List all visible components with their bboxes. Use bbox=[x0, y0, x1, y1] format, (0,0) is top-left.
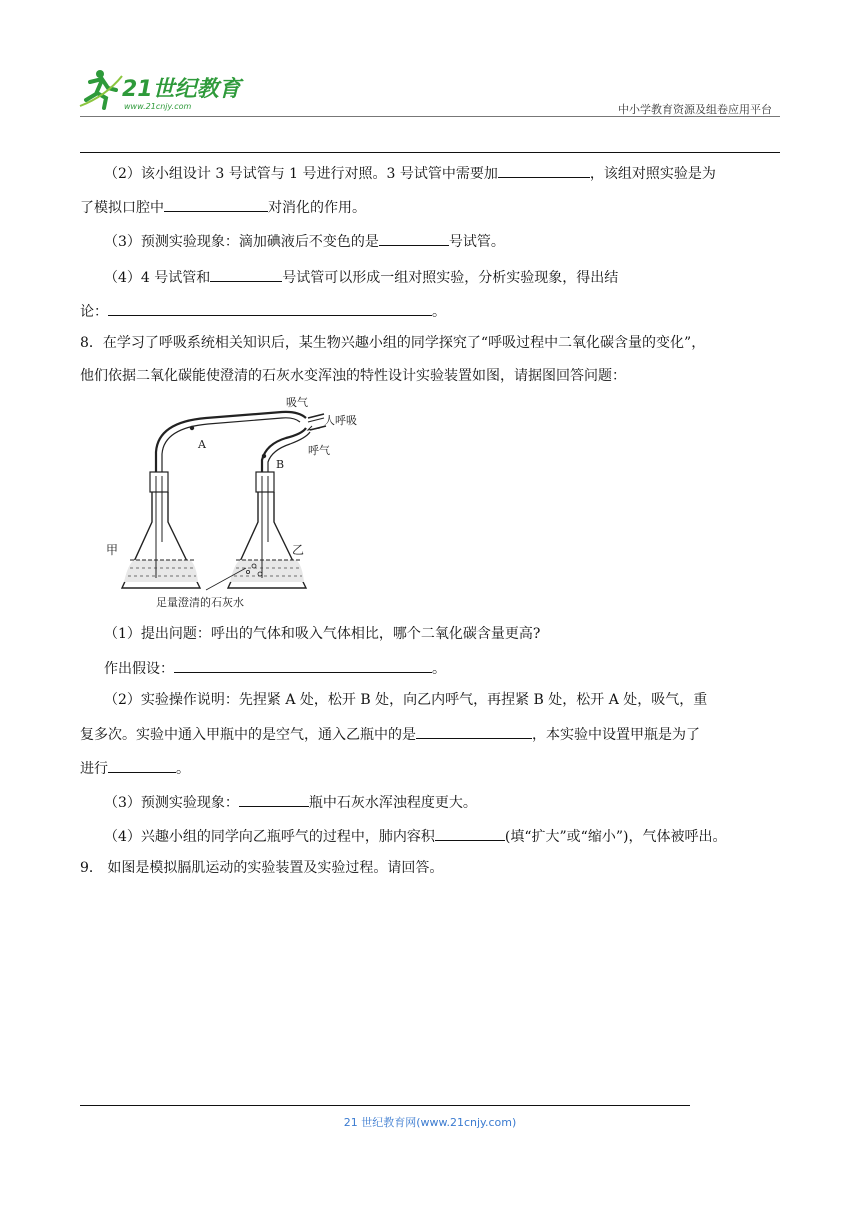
q8-part1-hypothesis: 作出假设： 。 bbox=[104, 657, 446, 679]
flask-right bbox=[228, 472, 306, 588]
q9-stem: 9． 如图是模拟膈肌运动的实验装置及实验过程。请回答。 bbox=[80, 860, 444, 876]
label-inhale: 吸气 bbox=[286, 396, 308, 409]
answer-blank[interactable] bbox=[239, 791, 309, 807]
label-flask-yi: 乙 bbox=[292, 543, 305, 557]
respiration-apparatus-diagram bbox=[96, 392, 396, 612]
flask-left bbox=[122, 472, 200, 588]
label-flask-jia: 甲 bbox=[106, 543, 119, 557]
header-platform-text: 中小学教育资源及组卷应用平台 bbox=[618, 103, 772, 116]
footer-divider bbox=[80, 1105, 690, 1106]
label-clamp-b: B bbox=[276, 458, 285, 471]
q7-part2-line2: 了模拟口腔中 对消化的作用。 bbox=[80, 196, 366, 218]
label-person-breathing: 人呼吸 bbox=[324, 414, 357, 427]
q8-part3-line: （3）预测实验现象： 瓶中石灰水浑浊程度更大。 bbox=[104, 791, 477, 813]
logo-main-text: 21世纪教育 bbox=[122, 77, 241, 102]
inhale-arrow bbox=[308, 418, 324, 422]
answer-blank[interactable] bbox=[435, 825, 505, 841]
answer-blank[interactable] bbox=[108, 300, 432, 316]
q8-part2-line1: （2）实验操作说明：先捏紧 A 处，松开 B 处，向乙内呼气，再捏紧 B 处，松开 A 处，吸气，重 bbox=[104, 692, 708, 708]
q8-stem-line1: 8．在学习了呼吸系统相关知识后，某生物兴趣小组的同学探究了“呼吸过程中二氧化碳含量的变化”， bbox=[80, 335, 706, 351]
runner-icon bbox=[80, 70, 122, 108]
q8-part4-line: （4）兴趣小组的同学向乙瓶呼气的过程中，肺内容积 (填“扩大”或“缩小”)，气体被呼出。 bbox=[104, 825, 726, 847]
q7-part4-line1: （4）4 号试管和 号试管可以形成一组对照实验，分析实验现象，得出结 bbox=[104, 266, 618, 288]
q7-part3-line: （3）预测实验现象：滴加碘液后不变色的是 号试管。 bbox=[104, 230, 505, 252]
label-exhale: 呼气 bbox=[308, 444, 330, 457]
q7-part2-line1: （2）该小组设计 3 号试管与 1 号进行对照。3 号试管中需要加 ，该组对照实验是为 bbox=[104, 162, 716, 184]
header-divider bbox=[80, 116, 780, 117]
logo bbox=[76, 66, 256, 114]
answer-blank[interactable] bbox=[379, 230, 449, 246]
footer-text[interactable]: 21 世纪教育网(www.21cnjy.com) bbox=[343, 1116, 517, 1129]
answer-blank[interactable] bbox=[416, 723, 532, 739]
content-top-divider bbox=[80, 152, 780, 153]
answer-blank[interactable] bbox=[210, 266, 282, 282]
logo-url-text: www.21cnjy.com bbox=[124, 102, 192, 111]
label-limewater: 足量澄清的石灰水 bbox=[156, 596, 244, 609]
q8-part1-question: （1）提出问题：呼出的气体和吸入气体相比，哪个二氧化碳含量更高? bbox=[104, 626, 541, 642]
answer-blank[interactable] bbox=[108, 757, 176, 773]
answer-blank[interactable] bbox=[174, 657, 432, 673]
answer-blank[interactable] bbox=[164, 196, 268, 212]
q7-part4-line2: 论： 。 bbox=[80, 300, 446, 322]
q8-part2-line2: 复多次。实验中通入甲瓶中的是空气，通入乙瓶中的是 ，本实验中设置甲瓶是为了 bbox=[80, 723, 700, 745]
answer-blank[interactable] bbox=[498, 162, 590, 178]
q8-part2-line3: 进行 。 bbox=[80, 757, 190, 779]
label-clamp-a: A bbox=[198, 438, 206, 451]
q8-stem-line2: 他们依据二氧化碳能使澄清的石灰水变浑浊的特性设计实验装置如图，请据图回答问题： bbox=[80, 368, 626, 384]
